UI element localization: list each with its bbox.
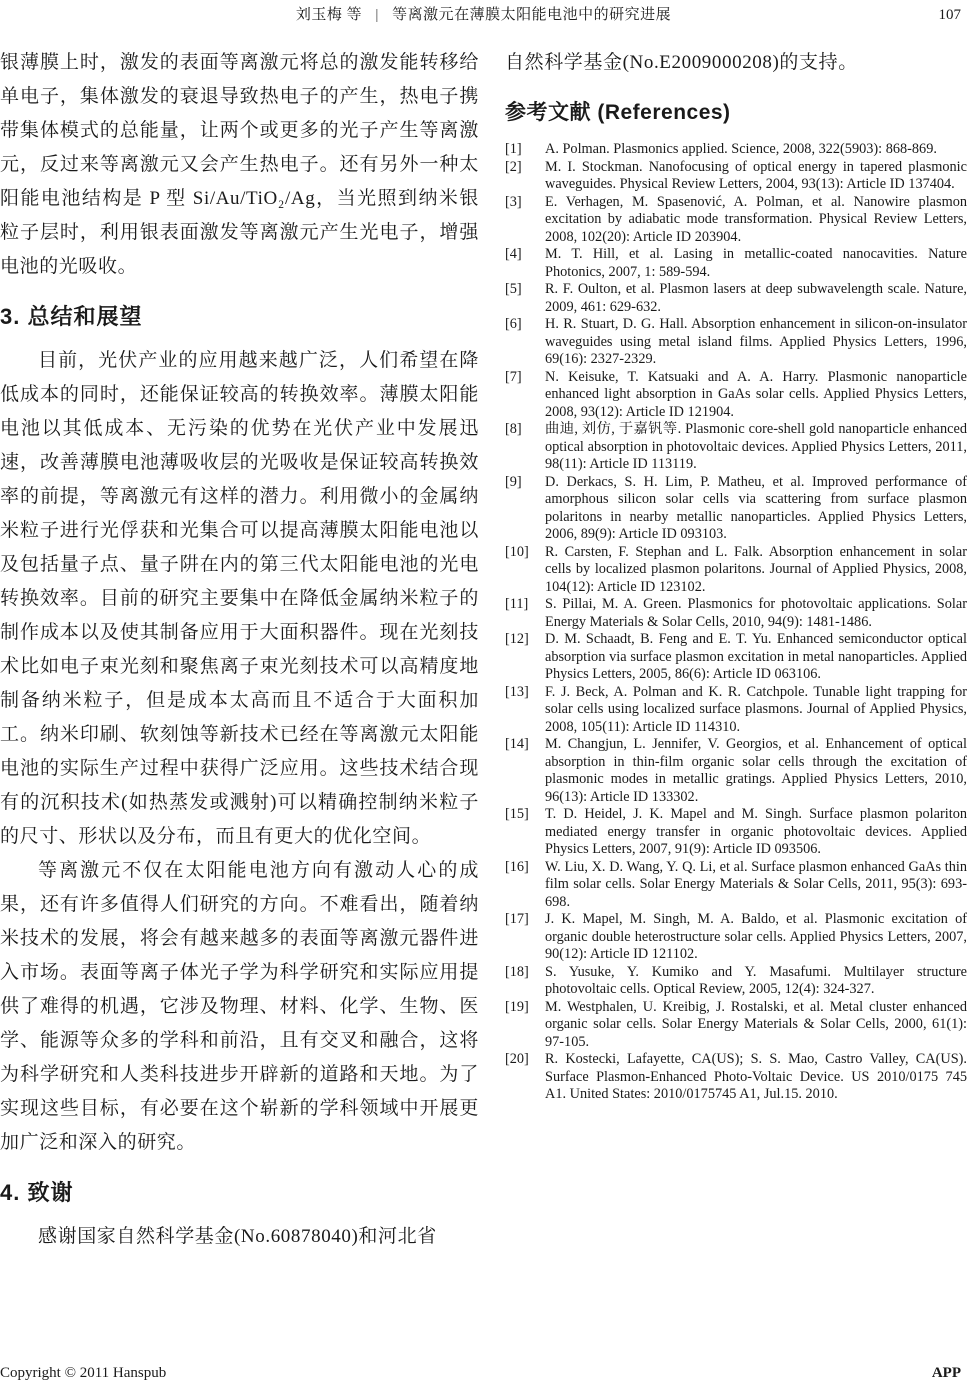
left-column: [0, 46, 479, 1254]
reference-text: M. Westphalen, U. Kreibig, J. Rostalski, et al. Metal cluster enhanced organic solar cells. Solar Energy Materials & Solar Cells, 2000, 61(1): 97-105.: [545, 998, 967, 1050]
reference-number: [6]: [505, 316, 522, 332]
reference-number: [16]: [505, 858, 529, 875]
reference-item: [505, 474, 967, 544]
header-article-title: 等离激元在薄膜太阳能电池中的研究进展: [392, 7, 672, 23]
reference-item: [505, 369, 967, 422]
reference-number: [10]: [505, 543, 529, 560]
reference-number: [7]: [505, 368, 522, 385]
reference-item: [505, 999, 967, 1052]
reference-number: [13]: [505, 683, 529, 700]
header-authors: 刘玉梅 等: [295, 7, 363, 23]
reference-text: M. I. Stockman. Nanofocusing of optical energy in tapered plasmonic waveguides. Physical Review Letters, 2004, 93(13): Article ID 137404.: [545, 158, 967, 192]
reference-text: N. Keisuke, T. Katsuaki and A. A. Harry. Plasmonic nanoparticle enhanced light absorption in GaAs solar cells. Applied Physics Letters, 2008, 93(12): Article ID 121904.: [545, 368, 967, 420]
reference-text: T. D. Heidel, J. K. Mapel and M. Singh. Surface plasmon polariton mediated energy transfer in organic photovoltaic devices. Applied Physics Letters, 2007, 91(9): Article ID 093506.: [545, 806, 967, 857]
reference-number: [5]: [505, 281, 522, 297]
right-column: [505, 46, 967, 1254]
section-heading-summary: 3. 总结和展望: [0, 304, 143, 329]
reference-number: [14]: [505, 736, 529, 752]
reference-text: H. R. Stuart, D. G. Hall. Absorption enhancement in silicon-on-insulator waveguides using metal island films. Applied Physics Letters, 1996, 69(16): 2327-2329.: [545, 316, 967, 367]
reference-item: [505, 964, 967, 999]
reference-text: M. T. Hill, et al. Lasing in metallic-coated nanocavities. Nature Photonics, 2007, 1: 589-594.: [545, 246, 967, 280]
reference-text: E. Verhagen, M. Spasenović, A. Polman, et al. Nanowire plasmon excitation by adiabatic mode transformation. Physical Review Letters, 2008, 102(20): Article ID 203904.: [545, 193, 967, 245]
references-heading: 参考文献 (References): [505, 101, 731, 124]
reference-number: [12]: [505, 631, 529, 647]
reference-item: [505, 281, 967, 316]
reference-item: [505, 316, 967, 369]
journal-brand: APP: [931, 1365, 961, 1381]
reference-item: [505, 421, 967, 474]
reference-item: [505, 736, 967, 806]
reference-number: [4]: [505, 246, 522, 262]
reference-number: [18]: [505, 963, 529, 980]
reference-text: D. Derkacs, S. H. Lim, P. Matheu, et al. Improved performance of amorphous silicon solar cells via scattering from surface plasmon polaritons in nearby metallic nanoparticles. Applied Physics Letters, 2006, 89(9): Article ID 093103.: [545, 473, 967, 542]
reference-item: [505, 141, 967, 159]
page-number: 107: [938, 7, 961, 23]
acknowledgement-paragraph: 感谢国家自然科学基金(No.60878040)和河北省: [38, 1226, 437, 1247]
reference-number: [9]: [505, 473, 522, 490]
reference-item: [505, 859, 967, 912]
reference-text: J. K. Mapel, M. Singh, M. A. Baldo, et al. Plasmonic excitation of organic double heterostructure solar cells. Applied Physics Letters, 2007, 90(12): Article ID 121102.: [545, 911, 967, 962]
reference-text: 曲迪, 刘仿, 于嘉钒等. Plasmonic core-shell gold nanoparticle enhanced optical absorption in photovoltaic devices. Applied Physics Letters, 2011, 98(11): Article ID 113119.: [545, 421, 967, 472]
reference-number: [11]: [505, 596, 529, 612]
header-separator: |: [375, 7, 379, 23]
acknowledgement-continuation: 自然科学基金(No.E2009000208)的支持。: [505, 52, 858, 73]
reference-item: [505, 911, 967, 964]
summary-paragraph-1: 目前，光伏产业的应用越来越广泛，人们希望在降低成本的同时，还能保证较高的转换效率。薄膜太阳能电池以其低成本、无污染的优势在光伏产业中发展迅速，改善薄膜电池薄吸收层的光吸收是保证较高转换效率的前提，等离激元有这样的潜力。利用微小的金属纳米粒子进行光俘获和光集合可以提高薄膜太阳能电池以及包括量子点、量子阱在内的第三代太阳能电池的光电转换效率。目前的研究主要集中在降低金属纳米粒子的制作成本以及使其制备应用于大面积器件。现在光刻技术比如电子束光刻和聚焦离子束光刻技术可以高精度地制备纳米粒子，但是成本太高而且不适合于大面积加工。纳米印刷、软刻蚀等新技术已经在等离激元太阳能电池的实际生产过程中获得广泛应用。这些技术结合现有的沉积技术(如热蒸发或溅射)可以精确控制纳米粒子的尺寸、形状以及分布，而且有更大的优化空间。: [0, 350, 479, 847]
reference-number: [3]: [505, 193, 522, 210]
reference-text: R. Carsten, F. Stephan and L. Falk. Absorption enhancement in solar cells by localized plasmon polaritons. Journal of Applied Physics, 2008, 104(12): Article ID 123102.: [545, 543, 967, 595]
reference-text: R. Kostecki, Lafayette, CA(US); S. S. Mao, Castro Valley, CA(US). Surface Plasmon-Enhanced Photo-Voltaic Device. US 2010/0175 745 A1. United States: 2010/0175745 A1, Jul.15. 2010.: [545, 1051, 967, 1102]
reference-item: [505, 631, 967, 684]
reference-number: [2]: [505, 158, 522, 175]
reference-text: S. Pillai, M. A. Green. Plasmonics for photovoltaic applications. Solar Energy Materials & Solar Cells, 2010, 94(9): 1481-1486.: [545, 596, 967, 630]
reference-item: [505, 159, 967, 194]
section-heading-acknowledgement: 4. 致谢: [0, 1180, 74, 1205]
reference-text: F. J. Beck, A. Polman and K. R. Catchpole. Tunable light trapping for solar cells using localized surface plasmons. Journal of Applied Physics, 2008, 105(11): Article ID 114310.: [545, 683, 967, 735]
reference-text: W. Liu, X. D. Wang, Y. Q. Li, et al. Surface plasmon enhanced GaAs thin film solar cells. Solar Energy Materials & Solar Cells, 2011, 95(3): 693-698.: [545, 858, 967, 910]
reference-item: [505, 194, 967, 247]
reference-item: [505, 544, 967, 597]
reference-text: S. Yusuke, Y. Kumiko and Y. Masafumi. Multilayer structure photovoltaic cells. Optical Review, 2005, 12(4): 324-327.: [545, 963, 967, 997]
body-paragraph-continuation: 银薄膜上时，激发的表面等离激元将总的激发能转移给单电子，集体激发的衰退导致热电子的产生，热电子携带集体模式的总能量，让两个或更多的光子产生等离激元，反过来等离激元又会产生热电子。还有另外一种太阳能电池结构是 P 型 Si/Au/TiO₂/Ag，当光照到纳米银粒子层时，利用银表面激发等离激元产生光电子，增强电池的光吸收。: [0, 52, 479, 277]
reference-item: [505, 684, 967, 737]
copyright-text: Copyright © 2011 Hanspub: [0, 1365, 167, 1381]
reference-text: A. Polman. Plasmonics applied. Science, 2008, 322(5903): 868-869.: [545, 141, 937, 157]
page-footer: [0, 1364, 967, 1382]
running-head-text: [0, 6, 967, 24]
reference-number: [17]: [505, 911, 529, 927]
reference-item: [505, 596, 967, 631]
running-header: [0, 6, 967, 24]
reference-item: [505, 806, 967, 859]
reference-number: [8]: [505, 421, 522, 437]
reference-text: D. M. Schaadt, B. Feng and E. T. Yu. Enhanced semiconductor optical absorption via surface plasmon excitation in metal nanoparticles. Applied Physics Letters, 2005, 86(6): Article ID 063106.: [545, 631, 967, 682]
summary-paragraph-2: 等离激元不仅在太阳能电池方向有激动人心的成果，还有许多值得人们研究的方向。不难看出，随着纳米技术的发展，将会有越来越多的表面等离激元器件进入市场。表面等离子体光子学为科学研究和实际应用提供了难得的机遇，它涉及物理、材料、化学、生物、医学、能源等众多的学科和前沿，且有交叉和融合，这将为科学研究和人类科技进步开辟新的道路和天地。为了实现这些目标，有必要在这个崭新的学科领域中开展更加广泛和深入的研究。: [0, 860, 479, 1153]
references-list: [505, 141, 967, 1104]
reference-number: [20]: [505, 1051, 529, 1067]
reference-text: R. F. Oulton, et al. Plasmon lasers at deep subwavelength scale. Nature, 2009, 461: 629-632.: [545, 281, 967, 315]
two-column-body: [0, 46, 967, 1254]
reference-number: [15]: [505, 806, 529, 822]
reference-number: [19]: [505, 998, 529, 1015]
reference-item: [505, 246, 967, 281]
reference-item: [505, 1051, 967, 1104]
reference-number: [1]: [505, 141, 522, 157]
reference-text: M. Changjun, L. Jennifer, V. Georgios, et al. Enhancement of optical absorption in thin-film organic solar cells through the excitation of plasmonic modes in metallic gratings. Applied Physics Letters, 2010, 96(13): Article ID 133302.: [545, 736, 967, 805]
